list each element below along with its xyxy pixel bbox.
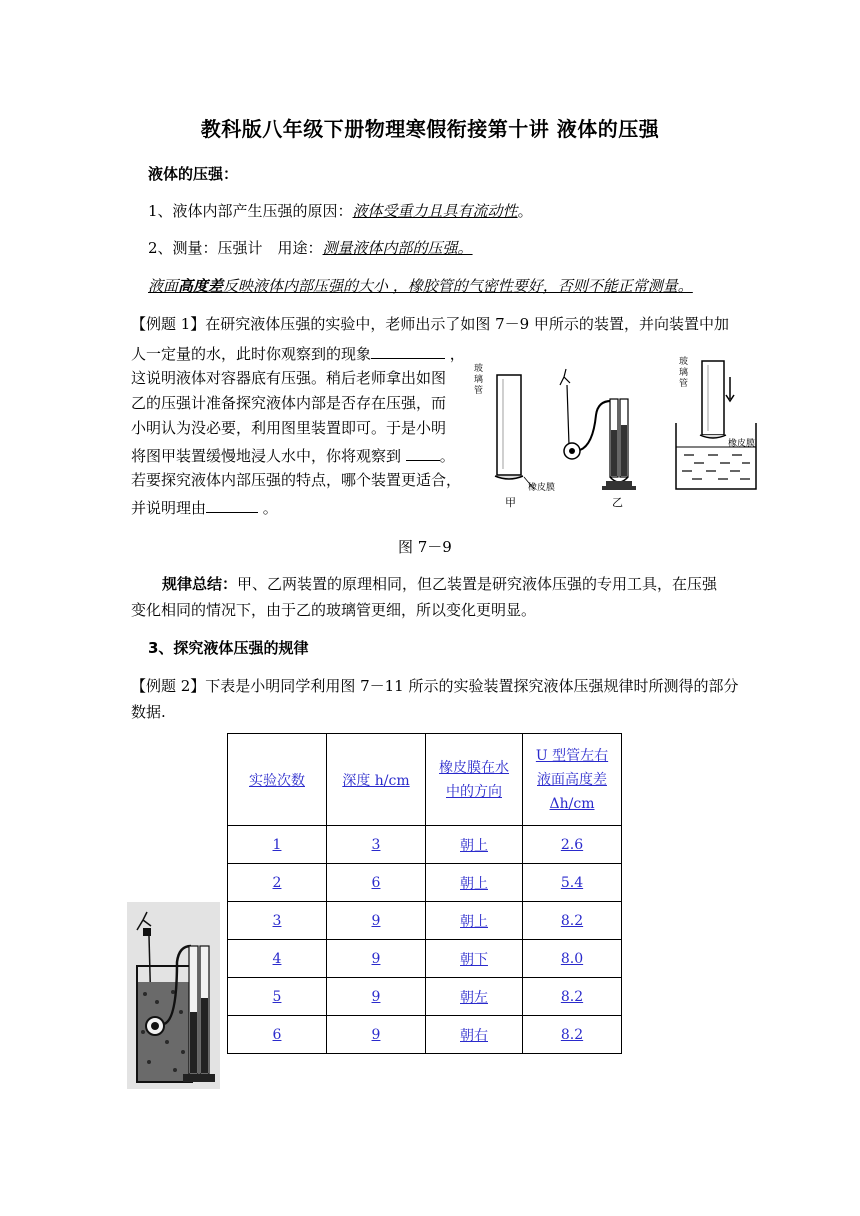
table-cell: 8.2 — [523, 902, 622, 940]
example-1-line-7: 若要探究液体内部压强的特点，哪个装置更适合， — [131, 471, 462, 489]
section-heading: 液体的压强： — [148, 165, 239, 183]
example-1-line-8: 并说明理由 。 — [131, 496, 278, 519]
item-1-answer: 液体受重力且具有流动性 — [352, 202, 518, 220]
table-row — [228, 864, 622, 902]
table-cell: 9 — [327, 940, 426, 978]
table-cell: 3 — [228, 902, 327, 940]
answer-blank-reason[interactable] — [206, 496, 258, 513]
item-2-prefix: 2、测量：压强计 用途： — [148, 239, 323, 257]
page-title: 教科版八年级下册物理寒假衔接第十讲 液体的压强 — [200, 117, 660, 141]
figure-7-11-apparatus — [127, 902, 220, 1089]
table-cell: 6 — [327, 864, 426, 902]
label-rubber-membrane-jia: 橡皮膜 — [528, 483, 556, 493]
example-1-line-3: 这说明液体对容器底有压强。稍后老师拿出如图 — [131, 369, 447, 387]
table-cell: 朝右 — [426, 1016, 523, 1054]
table-row — [228, 978, 622, 1016]
table-row — [228, 940, 622, 978]
example-2-line-1: 【例题 2】下表是小明同学利用图 7－11 所示的实验装置探究液体压强规律时所测得的部分 — [131, 677, 739, 695]
item-2-answer: 测量液体内部的压强。 — [322, 239, 473, 257]
table-cell: 5.4 — [523, 864, 622, 902]
table-row — [228, 826, 622, 864]
table-cell: 9 — [327, 978, 426, 1016]
table-cell: 3 — [327, 826, 426, 864]
summary-line-2: 变化相同的情况下，由于乙的玻璃管更细，所以变化更明显。 — [131, 601, 537, 619]
label-yi: 乙 — [612, 496, 623, 509]
table-row — [228, 902, 622, 940]
item-1-prefix: 1、液体内部产生压强的原因： — [148, 202, 353, 220]
table-header-cell: U 型管左右 液面高度差 Δh/cm — [523, 734, 622, 826]
table-cell: 朝上 — [426, 902, 523, 940]
note-line — [148, 276, 693, 297]
example-2-line-2: 数据. — [131, 703, 166, 721]
table-header-cell: 实验次数 — [228, 734, 327, 826]
table-cell: 朝上 — [426, 864, 523, 902]
table-cell: 6 — [228, 1016, 327, 1054]
note-part1: 液面 — [148, 277, 179, 295]
example-1-line-1: 【例题 1】在研究液体压强的实验中，老师出示了如图 7－9 甲所示的装置，并向装置中加 — [131, 315, 729, 333]
summary-label: 规律总结： — [162, 575, 238, 593]
figure-7-9-jia-yi — [468, 355, 658, 510]
table-row — [228, 1016, 622, 1054]
table-cell: 朝上 — [426, 826, 523, 864]
note-emphasis: 高度差 — [178, 277, 224, 295]
table-cell: 9 — [327, 1016, 426, 1054]
item-1 — [148, 201, 533, 222]
item-3-heading: 3、探究液体压强的规律 — [148, 639, 309, 657]
table-cell: 朝下 — [426, 940, 523, 978]
summary-line-1: 规律总结：甲、乙两装置的原理相同，但乙装置是研究液体压强的专用工具，在压强 — [162, 575, 718, 593]
example-1-line-2: 人一定量的水，此时你观察到的现象 ， — [131, 342, 465, 365]
example-1-line-6: 将图甲装置缓慢地浸人水中，你将观察到 。 — [131, 444, 455, 467]
example-1-line-4: 乙的压强计准备探究液体内部是否存在压强，而 — [131, 394, 447, 412]
answer-blank-phenomenon[interactable] — [371, 342, 445, 359]
table-header-cell: 深度 h/cm — [327, 734, 426, 826]
table-cell: 8.2 — [523, 1016, 622, 1054]
data-table — [227, 733, 622, 1054]
table-cell: 8.2 — [523, 978, 622, 1016]
table-cell: 5 — [228, 978, 327, 1016]
label-rubber-membrane-right: 橡皮膜 — [728, 439, 756, 449]
table-cell: 4 — [228, 940, 327, 978]
item-1-suffix: 。 — [517, 202, 533, 220]
item-2 — [148, 238, 473, 259]
table-cell: 9 — [327, 902, 426, 940]
table-cell: 1 — [228, 826, 327, 864]
label-glass-tube-right: 玻璃管 — [679, 357, 689, 389]
table-cell: 2.6 — [523, 826, 622, 864]
figure-7-9-caption: 图 7－9 — [398, 538, 452, 556]
label-jia: 甲 — [505, 496, 516, 509]
example-1-line-5: 小明认为没必要，利用图里装置即可。于是小明 — [131, 419, 447, 437]
table-cell: 8.0 — [523, 940, 622, 978]
answer-blank-observation[interactable] — [406, 444, 440, 461]
table-cell: 朝左 — [426, 978, 523, 1016]
table-cell: 2 — [228, 864, 327, 902]
label-glass-tube-jia: 玻璃管 — [474, 364, 484, 396]
note-part2: 反映液体内部压强的大小 ，橡胶管的气密性要好，否则不能正常测量。 — [223, 277, 693, 295]
table-header-row — [228, 734, 622, 826]
table-header-cell: 橡皮膜在水 中的方向 — [426, 734, 523, 826]
